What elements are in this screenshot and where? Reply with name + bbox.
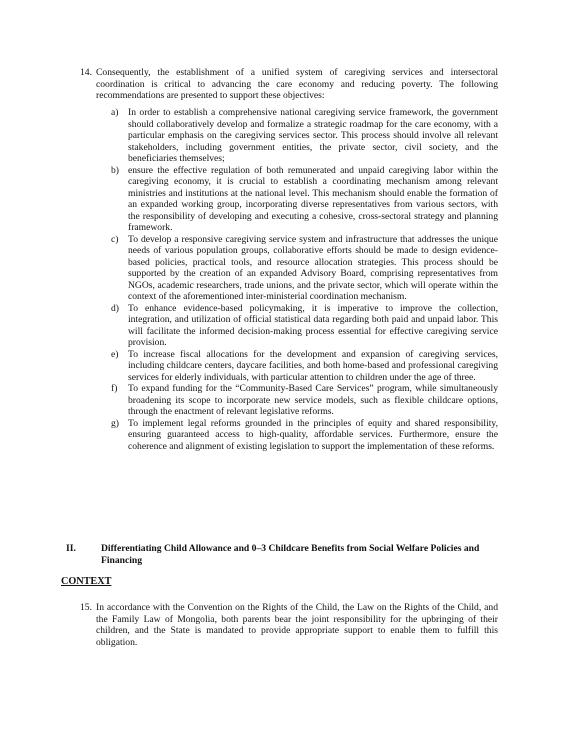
recommendation-text: In order to establish a comprehensive national caregiving service framework, the government should collaboratively develop and formalize a strategic roadmap for the care economy, with a particular emphasis on the caregiving services sector. This process should involve all relevant stakeholders, including government entities, the private sector, civil society, and the beneficiaries themselves; [128,107,498,164]
recommendation-text: To enhance evidence-based policymaking, it is imperative to improve the collection, integration, and utilization of official statistical data regarding both paid and unpaid labor. This will facilitate the informed decision-making process essential for effective caregiving service provision. [128,302,498,348]
recommendation-g [111,418,498,453]
recommendation-text: To implement legal reforms grounded in the principles of equity and shared responsibility, ensuring guaranteed access to high-quality, affordable services. Furthermore, ensure the coherence and alignment of existing legislation to support the implementation of these reforms. [128,417,498,452]
section-title: Differentiating Child Allowance and 0–3 Childcare Benefits from Social Welfare Policies and Financing [101,543,480,566]
context-heading: CONTEXT [61,576,112,587]
recommendation-text: To develop a responsive caregiving service system and infrastructure that addresses the unique needs of various population groups, collaborative efforts should be made to design evidence-based policies, practical tools, and resource allocation strategies. This process should be supported by the creation of an expanded Advisory Board, comprising representatives from NGOs, academic researchers, trade unions, and the private sector, which will operate within the context of the aforementioned inter-ministerial coordination mechanism. [128,233,498,302]
recommendation-letter: e) [111,348,119,360]
recommendation-c [111,234,498,303]
paragraph-15-text: In accordance with the Convention on the Rights of the Child, the Law on the Rights of the Child, and the Family Law of Mongolia, both parents bear the joint responsibility for the upbringing of their children, and the State is mandated to provide appropriate support to enable them to fulfill this obligation. [96,602,498,648]
recommendation-b [111,165,498,234]
recommendations-list [111,107,498,452]
recommendation-text: To increase fiscal allocations for the development and expansion of caregiving services, including childcare centers, daycare facilities, and both home-based and professional caregiving services for elderly individuals, with particular attention to children under the age of three. [128,348,498,383]
recommendation-letter: g) [111,417,119,429]
section-numeral: II. [66,543,76,554]
recommendation-e [111,349,498,384]
paragraph-14-text: Consequently, the establishment of a unified system of caregiving services and intersectoral coordination is critical to advancing the care economy and reducing poverty. The following recommendations are presented to support these objectives: [96,67,498,101]
recommendation-letter: a) [111,107,119,118]
recommendation-text: To expand funding for the “Community-Based Care Services” program, while simultaneously broadening its scope to incorporate new service models, such as flexible childcare options, through the enactment of relevant legislative reforms. [128,383,498,417]
recommendation-d [111,303,498,349]
paragraph-14-number: 14. [80,67,92,78]
recommendation-letter: f) [111,383,118,394]
paragraph-15-number: 15. [80,602,92,613]
recommendation-letter: b) [111,164,119,176]
recommendation-letter: c) [111,233,119,245]
recommendation-text: ensure the effective regulation of both remunerated and unpaid caregiving labor within the caregiving economy, it is crucial to establish a coordinating mechanism among relevant ministries and institutions at the national level. This mechanism should enable the formation of an expanded working group, incorporating diverse representatives from various sectors, with the responsibility of developing and executing a cohesive, cross-sectoral strategy and planning framework. [128,164,498,233]
recommendation-letter: d) [111,302,119,314]
recommendation-a [111,107,498,165]
recommendation-f [111,383,498,418]
